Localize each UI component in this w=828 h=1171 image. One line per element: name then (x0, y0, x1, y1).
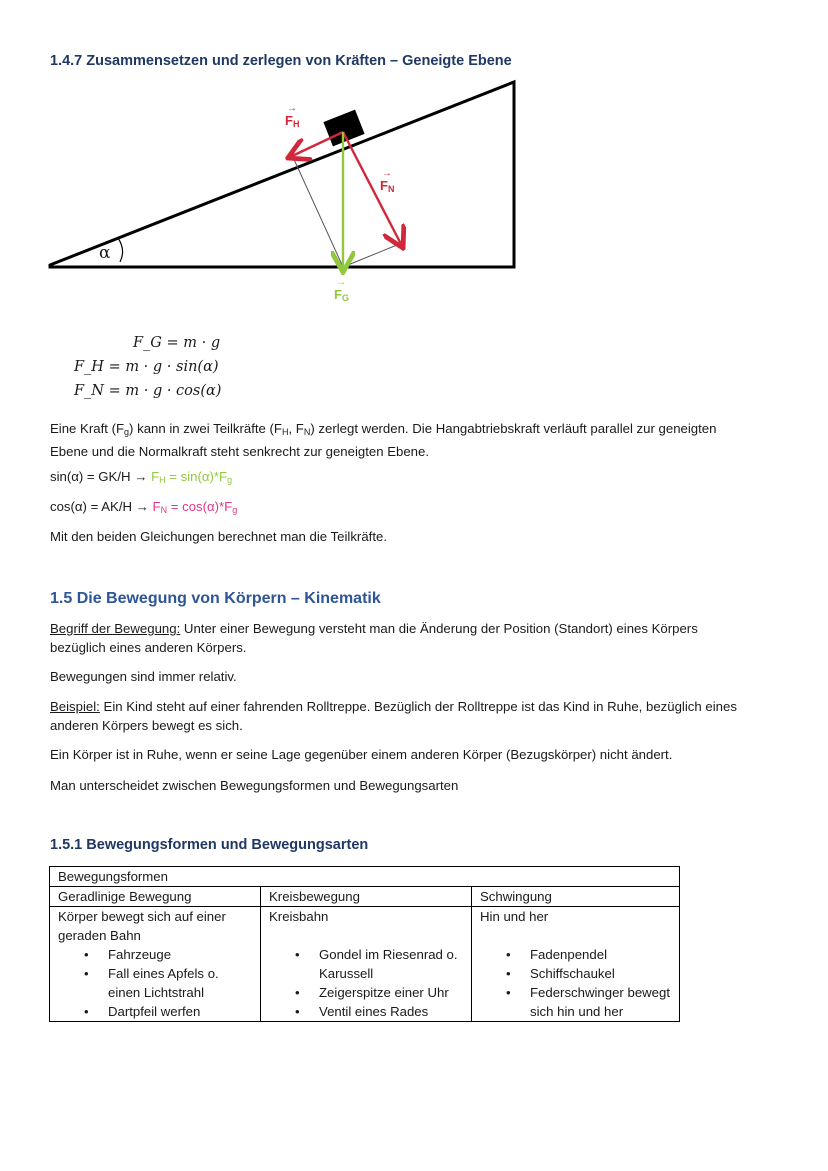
column-header: Schwingung (472, 887, 680, 907)
ruhe-paragraph: Ein Körper ist in Ruhe, wenn er seine Lage gegenüber einem anderen Körper (Bezugskörper) nicht ändert. (50, 747, 673, 762)
helper-line-2 (343, 245, 397, 267)
kraft-paragraph: Eine Kraft $(F_g)$ kann in zwei Teilkräfte ($F_H$, $F_N$) zerlegt werden. Die Hangabtriebskraft verläuft parallel zur geneigten Ebene und die Normalkraft steht senkrecht zur geneigten Ebene. (50, 421, 717, 459)
cos-line: $\cos(\alpha) = AK/H \to F_N = \cos(\alpha)*F_g$ (50, 499, 238, 515)
table-row (50, 907, 680, 1022)
list-item: • Schiffschaukel (530, 964, 671, 983)
formula-fh: F_H = m · g · sin(α) (74, 359, 219, 375)
list-item: • Fadenpendel (530, 945, 671, 964)
bewegungsformen-table (49, 866, 680, 1022)
table-cell (50, 907, 261, 1022)
cell-description: Hin und her (480, 909, 549, 924)
formula-fn: F_N = m · g · cos(α) (74, 383, 222, 399)
fg-label: → $F_G$ (334, 277, 349, 303)
list-item: • Fall eines Apfels o. einen Lichtstrahl (108, 964, 252, 1002)
list-item: • Fahrzeuge (108, 945, 252, 964)
list (480, 945, 671, 1021)
formula-fg: F_G = m · g (133, 335, 221, 351)
cell-description: Kreisbahn (269, 909, 329, 924)
sin-line: $\sin(\alpha) = GK/H \to F_H = \sin(\alpha)*F_g$ (50, 469, 233, 485)
angle-label: α (99, 243, 111, 263)
column-header: Geradlinige Bewegung (50, 887, 261, 907)
list-item: • Ventil eines Rades (319, 1002, 463, 1021)
table-cell (261, 907, 472, 1022)
table-cell (472, 907, 680, 1022)
begriff-paragraph: Begriff der Bewegung: Unter einer Bewegung versteht man die Änderung der Position (Standort) eines Körpers bezüglich eines anderen Körpers. (50, 621, 698, 655)
unterscheidet-paragraph: Man unterscheidet zwischen Bewegungsformen und Bewegungsarten (50, 778, 459, 793)
list-item: • Federschwinger bewegt sich hin und her (530, 983, 671, 1021)
list-item: • Gondel im Riesenrad o. Karussell (319, 945, 463, 983)
ramp-triangle (50, 82, 514, 267)
table-title: Bewegungsformen (50, 867, 680, 887)
mit-paragraph: Mit den beiden Gleichungen berechnet man die Teilkräfte. (50, 529, 387, 544)
table-header-row (50, 887, 680, 907)
relativ-paragraph: Bewegungen sind immer relativ. (50, 669, 237, 684)
angle-arc (118, 238, 123, 262)
list (269, 945, 463, 1021)
column-header: Kreisbewegung (261, 887, 472, 907)
fh-label: → $F_H$ (285, 103, 300, 129)
helper-line-1 (292, 155, 343, 267)
section-heading-151: 1.5.1 Bewegungsformen und Bewegungsarten (50, 837, 369, 853)
section-heading-15: 1.5 Die Bewegung von Körpern – Kinematik (50, 590, 381, 607)
beispiel-paragraph: Beispiel: Ein Kind steht auf einer fahrenden Rolltreppe. Bezüglich der Rolltreppe ist das Kind in Ruhe, bezüglich eines anderen Körpers bewegt es sich. (50, 699, 737, 733)
list (58, 945, 252, 1021)
table-title-row (50, 867, 680, 887)
section-heading-147: 1.4.7 Zusammensetzen und zerlegen von Kräften – Geneigte Ebene (50, 53, 512, 69)
list-item: • Zeigerspitze einer Uhr (319, 983, 463, 1002)
cell-description: Körper bewegt sich auf einer geraden Bahn (58, 909, 226, 943)
fn-label: → $F_N$ (380, 168, 395, 194)
list-item: • Dartpfeil werfen (108, 1002, 252, 1021)
